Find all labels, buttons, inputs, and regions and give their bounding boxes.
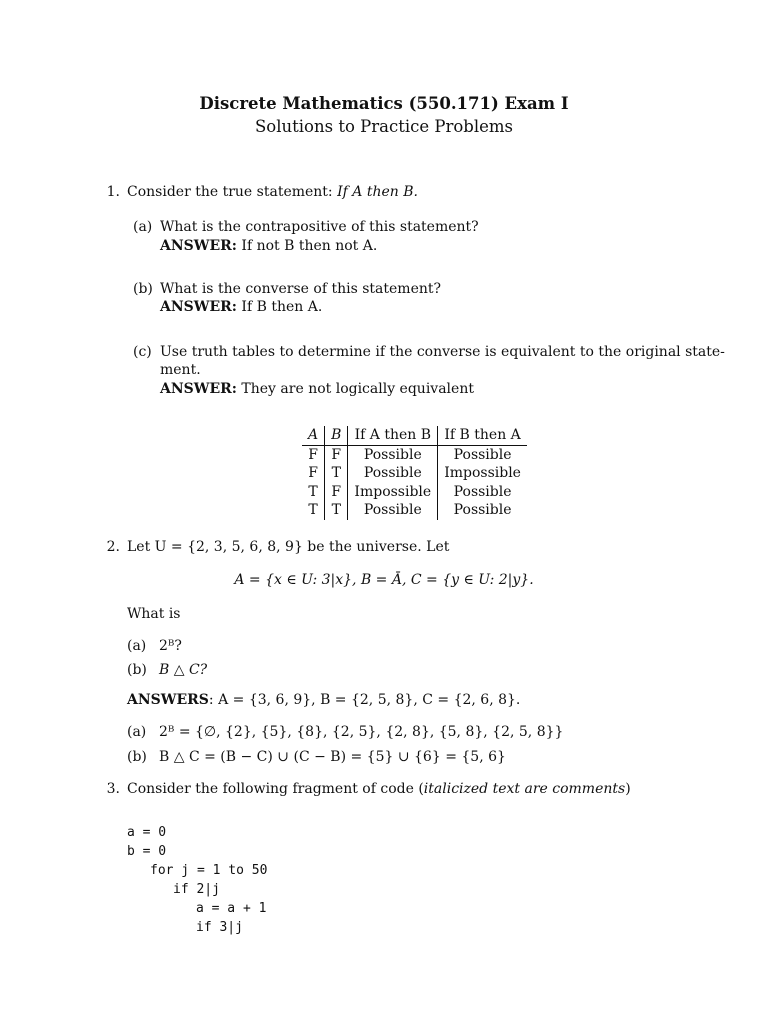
truth-table-header-cell: A <box>302 426 325 445</box>
q2-number: 2. <box>106 539 120 555</box>
q2b-answer-label: (b) <box>127 749 147 765</box>
q1a-answer-label: ANSWER: <box>160 238 237 254</box>
q1b-answer-label: ANSWER: <box>160 299 237 315</box>
truth-table-row <box>302 464 527 483</box>
truth-table-cell: Possible <box>438 501 527 520</box>
truth-table-cell: F <box>325 445 348 464</box>
q2a-question: 2ᴮ? <box>159 638 182 654</box>
truth-table-cell: Possible <box>438 483 527 502</box>
truth-table-header <box>302 426 527 445</box>
q1c-label: (c) <box>133 344 152 360</box>
code-line: b = 0 <box>127 844 167 859</box>
page-subtitle: Solutions to Practice Problems <box>255 117 513 136</box>
q3-text-italic: italicized text are comments <box>423 781 626 797</box>
truth-table-cell: Impossible <box>348 483 438 502</box>
truth-table-cell: F <box>308 446 318 463</box>
q2a-label: (a) <box>127 638 147 654</box>
truth-table-cell: T <box>308 483 318 500</box>
code-line: for j = 1 to 50 <box>150 863 268 878</box>
q2-answers-label: ANSWERS <box>127 692 209 708</box>
q1b-label: (b) <box>133 281 153 297</box>
q1a-question: What is the contrapositive of this statement? <box>160 219 479 235</box>
q1-text-italic: If A then B. <box>337 184 418 200</box>
truth-table <box>302 426 527 520</box>
q2-answers-text: : A = {3, 6, 9}, B = {2, 5, 8}, C = {2, 6, 8}. <box>208 692 521 708</box>
truth-table-cell: F <box>325 483 348 502</box>
q1a-label: (a) <box>133 219 153 235</box>
q2-set-definitions: A = {x ∈ U: 3|x}, B = Ā, C = {y ∈ U: 2|y}. <box>234 572 534 588</box>
truth-table-header-cell: If B then A <box>438 426 527 445</box>
q1-text <box>127 184 418 200</box>
q1c-answer-label: ANSWER: <box>160 381 237 397</box>
code-line: a = a + 1 <box>196 901 267 916</box>
q3-number: 3. <box>106 781 120 797</box>
truth-table-cell: T <box>308 502 318 518</box>
truth-table-row <box>302 483 527 502</box>
code-line: if 3|j <box>196 920 243 935</box>
q1b-answer <box>160 299 322 315</box>
truth-table-header-cell: If A then B <box>348 426 438 445</box>
code-line: if 2|j <box>173 882 220 897</box>
q1b-question: What is the converse of this statement? <box>160 281 442 297</box>
q2-what: What is <box>127 606 181 622</box>
q3-text <box>127 781 631 797</box>
page-title: Discrete Mathematics (550.171) Exam I <box>199 94 569 113</box>
code-line: a = 0 <box>127 825 167 840</box>
truth-table-cell: Possible <box>438 445 527 464</box>
q2a-answer-label: (a) <box>127 724 147 740</box>
q1c-answer-text: They are not logically equivalent <box>236 381 474 397</box>
q3-text-end: ) <box>625 781 631 797</box>
truth-table-row <box>302 501 527 520</box>
q1a-answer-text: If not B then not A. <box>236 238 378 254</box>
q1c-question-line1: Use truth tables to determine if the converse is equivalent to the original state- <box>160 344 725 360</box>
q1c-answer <box>160 381 474 397</box>
truth-table-cell: T <box>325 501 348 520</box>
q2a-answer: 2ᴮ = {∅, {2}, {5}, {8}, {2, 5}, {2, 8}, {5, 8}, {2, 5, 8}} <box>159 724 564 740</box>
truth-table-row <box>302 445 527 464</box>
q2b-question: B △ C? <box>159 662 208 678</box>
q1-text-plain: Consider the true statement: <box>127 184 338 200</box>
q1c-question-line2: ment. <box>160 362 201 378</box>
q1-number: 1. <box>106 184 120 200</box>
q2b-label: (b) <box>127 662 147 678</box>
truth-table-cell: T <box>325 464 348 483</box>
truth-table-cell: Possible <box>348 501 438 520</box>
q2b-answer: B △ C = (B − C) ∪ (C − B) = {5} ∪ {6} = {5, 6} <box>159 749 506 765</box>
truth-table-cell: F <box>308 465 318 481</box>
q2-intro: Let U = {2, 3, 5, 6, 8, 9} be the universe. Let <box>127 539 450 555</box>
q3-text-plain: Consider the following fragment of code ( <box>127 781 424 797</box>
q1a-answer <box>160 238 377 254</box>
q1b-answer-text: If B then A. <box>236 299 323 315</box>
truth-table-cell: Impossible <box>438 464 527 483</box>
truth-table-cell: Possible <box>348 445 438 464</box>
q2-answers <box>127 692 520 708</box>
truth-table-cell: Possible <box>348 464 438 483</box>
truth-table-header-cell: B <box>325 426 348 445</box>
